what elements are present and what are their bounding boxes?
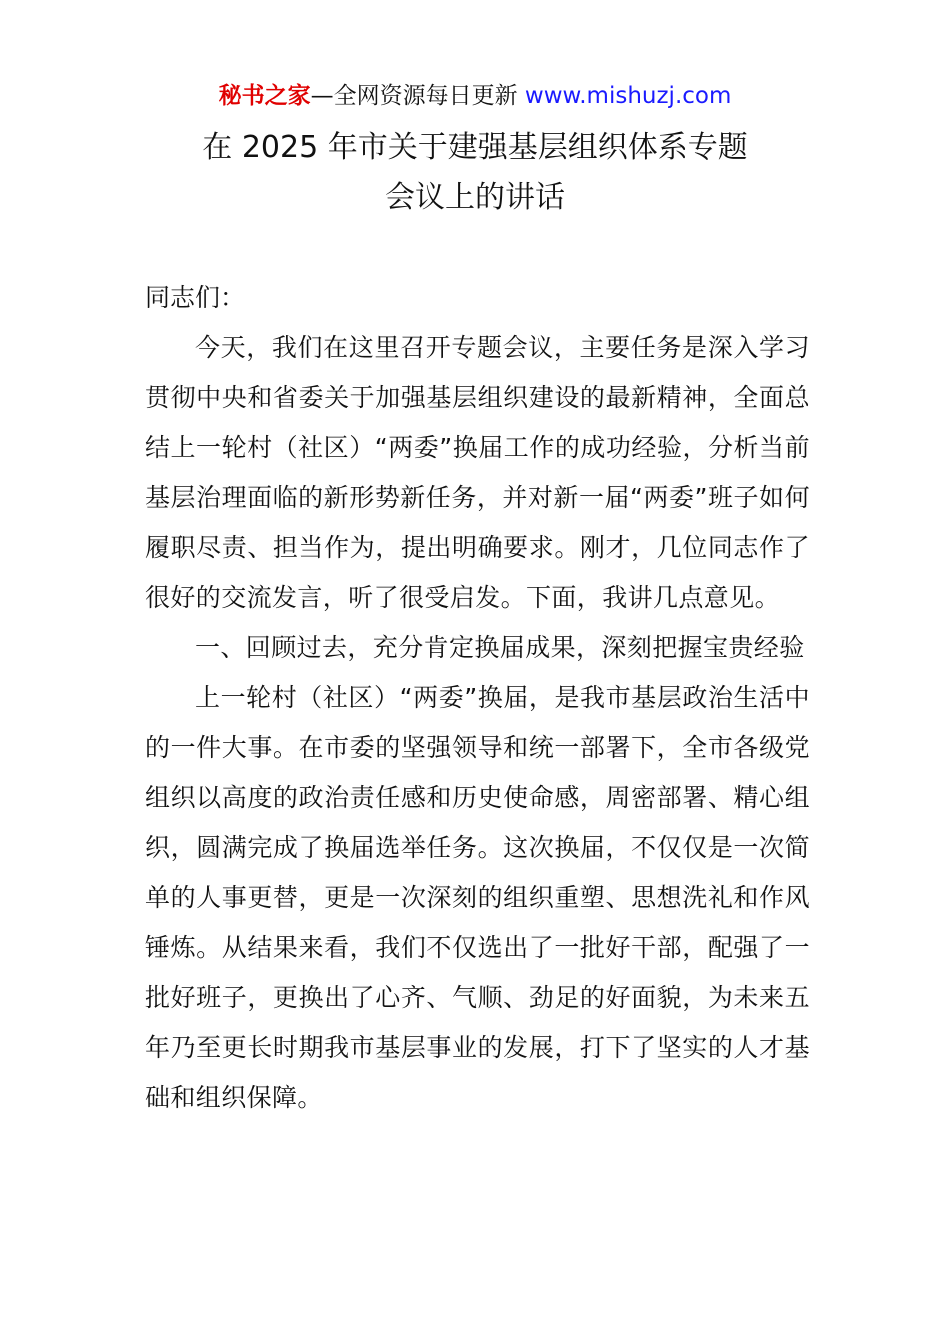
site-watermark bbox=[0, 80, 950, 112]
salutation: 同志们： bbox=[145, 283, 246, 312]
document-title-line-1: 在 2025 年市关于建强基层组织体系专题 bbox=[202, 130, 748, 165]
paragraph-review: 上一轮村（社区）“两委”换届，是我市基层政治生活中的一件大事。在市委的坚强领导和统一部署下，全市各级党组织以高度的政治责任感和历史使命感，周密部署、精心组织，圆满完成了换届选举任务。这次换届，不仅仅是一次简单的人事更替，更是一次深刻的组织重塑、思想洗礼和作风锤炼。从结果来看，我们不仅选出了一批好干部，配强了一批好班子，更换出了心齐、气顺、劲足的好面貌，为未来五年乃至更长时期我市基层事业的发展，打下了坚实的人才基础和组织保障。 bbox=[145, 683, 810, 1112]
document-body bbox=[145, 323, 810, 1123]
watermark-tagline: —全网资源每日更新 bbox=[310, 83, 518, 109]
section-heading-1: 一、回顾过去，充分肯定换届成果，深刻把握宝贵经验 bbox=[195, 633, 805, 662]
watermark-brand: 秘书之家 bbox=[218, 83, 311, 109]
paragraph-intro: 今天，我们在这里召开专题会议，主要任务是深入学习贯彻中央和省委关于加强基层组织建设的最新精神，全面总结上一轮村（社区）“两委”换届工作的成功经验，分析当前基层治理面临的新形势新任务，并对新一届“两委”班子如何履职尽责、担当作为，提出明确要求。刚才，几位同志作了很好的交流发言，听了很受启发。下面，我讲几点意见。 bbox=[145, 333, 810, 612]
document-title-line-2: 会议上的讲话 bbox=[385, 180, 565, 215]
watermark-url[interactable]: www.mishuzj.com bbox=[524, 83, 732, 109]
